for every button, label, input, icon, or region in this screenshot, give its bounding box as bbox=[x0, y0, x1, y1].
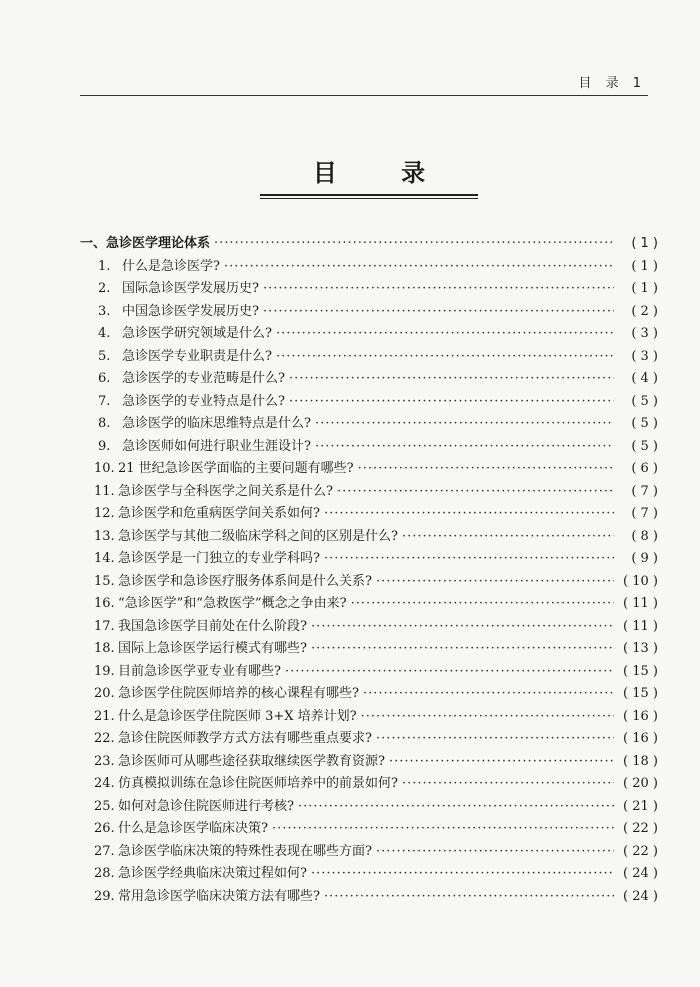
entry-text: 急诊医学与全科医学之间关系是什么? bbox=[118, 483, 333, 499]
entry-number: 21. bbox=[94, 708, 115, 724]
entry-number: 29. bbox=[94, 888, 115, 904]
dot-leader bbox=[351, 596, 614, 611]
dot-leader bbox=[289, 394, 614, 409]
dot-leader bbox=[311, 641, 614, 656]
dot-leader bbox=[324, 551, 614, 566]
toc-entry[interactable] bbox=[80, 615, 658, 638]
toc-entry[interactable] bbox=[80, 255, 658, 278]
page-ref: ( 7 ) bbox=[631, 506, 658, 521]
entry-number: 24. bbox=[94, 776, 115, 791]
toc-entry[interactable] bbox=[80, 457, 658, 480]
entry-text: 中国急诊医学发展历史? bbox=[122, 303, 259, 319]
entry-text: 急诊医学和危重病医学间关系如何? bbox=[118, 506, 320, 521]
entry-text: 国际急诊医学发展历史? bbox=[122, 281, 259, 296]
page-ref: ( 15 ) bbox=[623, 663, 658, 679]
entry-number: 15. bbox=[94, 573, 115, 589]
toc-entry[interactable] bbox=[80, 277, 658, 300]
entry-number: 11. bbox=[94, 483, 115, 499]
page-ref: ( 5 ) bbox=[631, 438, 658, 454]
title-underline bbox=[260, 194, 478, 199]
dot-leader bbox=[361, 709, 614, 724]
entry-text: 急诊医学和急诊医疗服务体系间是什么关系? bbox=[118, 573, 372, 589]
dot-leader bbox=[311, 866, 614, 881]
dot-leader bbox=[263, 304, 614, 319]
dot-leader bbox=[363, 686, 614, 701]
page-ref: ( 5 ) bbox=[631, 393, 658, 409]
page-ref: ( 5 ) bbox=[631, 416, 658, 431]
toc-entry[interactable] bbox=[80, 592, 658, 615]
toc-entry[interactable] bbox=[80, 525, 658, 548]
entry-number: 8. bbox=[98, 416, 111, 431]
header-rule bbox=[80, 95, 648, 96]
dot-leader bbox=[324, 506, 614, 521]
entry-number: 16. bbox=[94, 596, 115, 611]
toc-entry[interactable] bbox=[80, 345, 658, 368]
entry-number: 6. bbox=[98, 371, 111, 386]
dot-leader bbox=[389, 754, 614, 769]
toc-entry[interactable] bbox=[80, 570, 658, 593]
entry-text: 国际上急诊医学运行模式有哪些? bbox=[118, 641, 307, 656]
toc-entry[interactable] bbox=[80, 300, 658, 323]
entry-text: 急诊医学的专业特点是什么? bbox=[122, 393, 285, 409]
dot-leader bbox=[272, 821, 614, 836]
toc-entry[interactable] bbox=[80, 862, 658, 885]
toc-entry[interactable] bbox=[80, 705, 658, 728]
toc-entry[interactable] bbox=[80, 817, 658, 840]
dot-leader bbox=[358, 461, 614, 476]
page-title: 目 录 bbox=[312, 159, 454, 187]
page-ref: ( 1 ) bbox=[631, 281, 658, 296]
dot-leader bbox=[276, 326, 614, 341]
entry-number: 9. bbox=[98, 438, 111, 454]
entry-number: 26. bbox=[94, 821, 115, 836]
entry-text: 急诊医师如何进行职业生涯设计? bbox=[122, 438, 311, 454]
entry-number: 19. bbox=[94, 663, 115, 679]
page-ref: ( 3 ) bbox=[631, 348, 658, 364]
dot-leader bbox=[376, 844, 614, 859]
toc-entry[interactable] bbox=[80, 322, 658, 345]
page-ref: ( 20 ) bbox=[623, 776, 658, 791]
entry-text: 急诊医学专业职责是什么? bbox=[122, 348, 272, 364]
page-ref: ( 6 ) bbox=[631, 461, 658, 476]
dot-leader bbox=[315, 416, 614, 431]
entry-number: 5. bbox=[98, 348, 111, 364]
entry-text: 急诊医学住院医师培养的核心课程有哪些? bbox=[118, 686, 359, 701]
toc-entry[interactable] bbox=[80, 367, 658, 390]
entry-text: 急诊医学研究领域是什么? bbox=[122, 326, 272, 341]
page-ref: ( 8 ) bbox=[631, 528, 658, 544]
dot-leader bbox=[402, 776, 614, 791]
dot-leader bbox=[376, 731, 614, 746]
page-ref: ( 13 ) bbox=[623, 641, 658, 656]
entry-number: 2. bbox=[98, 281, 111, 296]
entry-text: 急诊医学临床决策的特殊性表现在哪些方面? bbox=[118, 843, 372, 859]
dot-leader bbox=[337, 484, 614, 499]
dot-leader bbox=[289, 371, 614, 386]
toc-entry[interactable] bbox=[80, 727, 658, 750]
entry-text: 急诊医学的专业范畴是什么? bbox=[122, 371, 285, 386]
toc-entry[interactable] bbox=[80, 412, 658, 435]
page-ref: ( 21 ) bbox=[623, 798, 658, 814]
entry-text: 急诊医师可从哪些途径获取继续医学教育资源? bbox=[118, 753, 385, 769]
dot-leader bbox=[324, 889, 614, 904]
dot-leader bbox=[285, 664, 614, 679]
entry-text: 什么是急诊医学住院医师 3+X 培养计划? bbox=[118, 708, 357, 724]
entry-number: 7. bbox=[98, 393, 111, 409]
toc-entry[interactable] bbox=[80, 637, 658, 660]
entry-text: 急诊医学与其他二级临床学科之间的区别是什么? bbox=[118, 528, 398, 544]
dot-leader bbox=[298, 799, 614, 814]
page-ref: ( 1 ) bbox=[631, 236, 658, 251]
page-ref: ( 15 ) bbox=[623, 686, 658, 701]
dot-leader bbox=[276, 349, 614, 364]
toc-entry[interactable] bbox=[80, 682, 658, 705]
page-ref: ( 1 ) bbox=[631, 258, 658, 274]
page-ref: ( 22 ) bbox=[623, 821, 658, 836]
dot-leader bbox=[315, 439, 614, 454]
dot-leader bbox=[311, 619, 614, 634]
page-ref: ( 16 ) bbox=[623, 731, 658, 746]
entry-text: 21 世纪急诊医学面临的主要问题有哪些? bbox=[118, 461, 354, 476]
dot-leader bbox=[224, 259, 614, 274]
entry-number: 12. bbox=[94, 506, 115, 521]
toc-entry[interactable] bbox=[80, 502, 658, 525]
entry-text: 急诊医学的临床思维特点是什么? bbox=[122, 416, 311, 431]
page-ref: ( 4 ) bbox=[631, 371, 658, 386]
entry-text: 如何对急诊住院医师进行考核? bbox=[118, 798, 294, 814]
toc-items bbox=[80, 255, 658, 908]
page-ref: ( 16 ) bbox=[623, 708, 658, 724]
entry-text: 急诊医学是一门独立的专业学科吗? bbox=[118, 551, 320, 566]
page-ref: ( 3 ) bbox=[631, 326, 658, 341]
entry-text: “急诊医学”和“急救医学”概念之争由来? bbox=[118, 596, 347, 611]
page-ref: ( 11 ) bbox=[623, 618, 658, 634]
entry-text: 我国急诊医学目前处在什么阶段? bbox=[118, 618, 307, 634]
toc-entry[interactable] bbox=[80, 547, 658, 570]
entry-number: 28. bbox=[94, 866, 115, 881]
entry-text: 目前急诊医学亚专业有哪些? bbox=[118, 663, 281, 679]
entry-number: 3. bbox=[98, 303, 111, 319]
entry-number: 18. bbox=[94, 641, 115, 656]
entry-number: 10. bbox=[94, 461, 115, 476]
entry-text: 急诊住院医师教学方式方法有哪些重点要求? bbox=[118, 731, 372, 746]
toc-entry[interactable] bbox=[80, 885, 658, 908]
page-ref: ( 11 ) bbox=[623, 596, 658, 611]
entry-text: 常用急诊医学临床决策方法有哪些? bbox=[118, 888, 320, 904]
entry-number: 23. bbox=[94, 753, 115, 769]
table-of-contents bbox=[80, 232, 658, 907]
toc-entry[interactable] bbox=[80, 390, 658, 413]
toc-entry[interactable] bbox=[80, 772, 658, 795]
page-ref: ( 24 ) bbox=[623, 866, 658, 881]
part-label: 一、急诊医学理论体系 bbox=[80, 236, 211, 251]
toc-entry[interactable] bbox=[80, 795, 658, 818]
toc-entry[interactable] bbox=[80, 480, 658, 503]
entry-number: 22. bbox=[94, 731, 115, 746]
page-ref: ( 2 ) bbox=[631, 303, 658, 319]
page-ref: ( 10 ) bbox=[623, 573, 658, 589]
dot-leader bbox=[214, 236, 614, 251]
entry-number: 27. bbox=[94, 843, 115, 859]
toc-entry[interactable] bbox=[80, 660, 658, 683]
entry-number: 14. bbox=[94, 551, 115, 566]
toc-entry[interactable] bbox=[80, 840, 658, 863]
entry-text: 仿真模拟训练在急诊住院医师培养中的前景如何? bbox=[118, 776, 398, 791]
toc-part-heading[interactable] bbox=[80, 232, 658, 255]
dot-leader bbox=[263, 281, 614, 296]
entry-text: 什么是急诊医学? bbox=[122, 258, 220, 274]
page-ref: ( 18 ) bbox=[623, 753, 658, 769]
title-block bbox=[260, 158, 478, 199]
page-ref: ( 24 ) bbox=[623, 888, 658, 904]
entry-number: 17. bbox=[94, 618, 115, 634]
entry-number: 1. bbox=[98, 258, 111, 274]
entry-text: 急诊医学经典临床决策过程如何? bbox=[118, 866, 307, 881]
page-ref: ( 7 ) bbox=[631, 483, 658, 499]
dot-leader bbox=[402, 529, 614, 544]
toc-entry[interactable] bbox=[80, 435, 658, 458]
toc-entry[interactable] bbox=[80, 750, 658, 773]
page-ref: ( 9 ) bbox=[631, 551, 658, 566]
entry-text: 什么是急诊医学临床决策? bbox=[118, 821, 268, 836]
entry-number: 4. bbox=[98, 326, 111, 341]
dot-leader bbox=[376, 574, 614, 589]
entry-number: 20. bbox=[94, 686, 115, 701]
entry-number: 13. bbox=[94, 528, 115, 544]
running-header: 目 录 1 bbox=[578, 76, 646, 91]
entry-number: 25. bbox=[94, 798, 115, 814]
page-ref: ( 22 ) bbox=[623, 843, 658, 859]
